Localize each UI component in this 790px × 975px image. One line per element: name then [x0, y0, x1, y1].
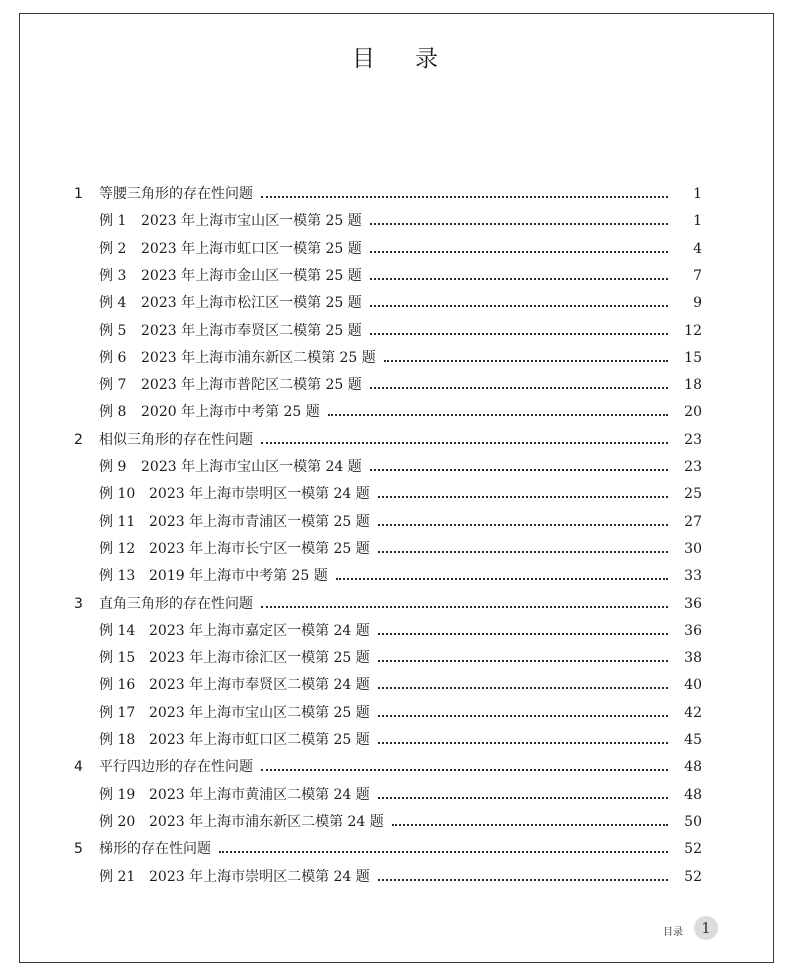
toc-entry[interactable] [99, 292, 362, 314]
example-label: 例 9 [99, 459, 127, 475]
dot-leader [378, 633, 668, 635]
dot-leader [370, 278, 668, 280]
example-title: 2023 年上海市崇明区一模第 24 题 [149, 486, 370, 503]
footer-page-number: 1 [694, 916, 718, 940]
example-page-number: 9 [693, 295, 702, 312]
example-page-number: 18 [684, 377, 702, 394]
dot-leader [384, 360, 668, 362]
example-label: 例 12 [99, 540, 136, 557]
example-title: 2023 年上海市松江区一模第 25 题 [141, 295, 362, 312]
example-page-number: 36 [684, 622, 702, 639]
example-title: 2023 年上海市宝山区一模第 24 题 [141, 459, 362, 475]
toc-entry[interactable] [99, 565, 328, 587]
example-title: 2023 年上海市虹口区一模第 25 题 [141, 240, 362, 257]
chapter-heading[interactable] [74, 429, 253, 451]
example-page-number: 27 [684, 513, 702, 530]
example-title: 2023 年上海市浦东新区二模第 24 题 [149, 813, 384, 830]
example-label: 例 4 [99, 295, 127, 312]
example-title: 2023 年上海市金山区一模第 25 题 [141, 267, 362, 284]
example-title: 2023 年上海市虹口区二模第 25 题 [149, 732, 370, 748]
example-label: 例 8 [99, 404, 127, 421]
chapter-number: 4 [74, 759, 83, 776]
example-label: 例 3 [99, 267, 127, 284]
example-page-number: 52 [684, 868, 702, 885]
dot-leader [261, 769, 668, 771]
dot-leader [370, 469, 668, 471]
chapter-heading[interactable] [74, 593, 253, 615]
example-label: 例 18 [99, 732, 136, 748]
toc-entry[interactable] [99, 347, 376, 369]
toc-entry[interactable] [99, 401, 320, 423]
example-page-number: 20 [684, 404, 702, 421]
chapter-page-number: 23 [684, 431, 702, 448]
example-label: 例 2 [99, 240, 127, 257]
example-label: 例 11 [99, 513, 136, 530]
chapter-number: 1 [74, 186, 83, 202]
example-page-number: 1 [693, 213, 702, 230]
chapter-title: 平行四边形的存在性问题 [99, 759, 253, 776]
example-page-number: 40 [684, 677, 702, 694]
example-label: 例 6 [99, 349, 127, 366]
toc-entry[interactable] [99, 674, 370, 696]
example-title: 2020 年上海市中考第 25 题 [141, 404, 320, 421]
example-title: 2023 年上海市青浦区一模第 25 题 [149, 513, 370, 530]
example-page-number: 15 [684, 349, 702, 366]
dot-leader [219, 851, 668, 853]
example-page-number: 7 [693, 267, 702, 284]
chapter-page-number: 36 [684, 595, 702, 612]
chapter-heading[interactable] [74, 838, 211, 860]
dot-leader [392, 824, 668, 826]
chapter-heading[interactable] [74, 183, 253, 205]
example-label: 例 16 [99, 677, 136, 694]
chapter-number: 2 [74, 431, 83, 448]
toc-entry[interactable] [99, 647, 370, 669]
example-page-number: 45 [684, 732, 702, 748]
dot-leader [261, 606, 668, 608]
chapter-title: 等腰三角形的存在性问题 [99, 186, 253, 202]
toc-entry[interactable] [99, 729, 370, 751]
example-page-number: 30 [684, 540, 702, 557]
toc-entry[interactable] [99, 866, 370, 888]
toc-entry[interactable] [99, 238, 362, 260]
dot-leader [370, 223, 668, 225]
chapter-title: 直角三角形的存在性问题 [99, 595, 253, 612]
example-label: 例 14 [99, 622, 136, 639]
chapter-title: 相似三角形的存在性问题 [99, 431, 253, 448]
toc-entry[interactable] [99, 511, 370, 533]
example-title: 2023 年上海市浦东新区二模第 25 题 [141, 349, 376, 366]
title-char-1: 目 [352, 46, 375, 72]
toc-entry[interactable] [99, 784, 370, 806]
toc-entry[interactable] [99, 538, 370, 560]
dot-leader [328, 414, 668, 416]
example-page-number: 25 [684, 486, 702, 503]
example-page-number: 38 [684, 650, 702, 667]
example-page-number: 33 [684, 568, 702, 585]
example-label: 例 1 [99, 213, 127, 230]
example-label: 例 17 [99, 704, 136, 721]
example-title: 2019 年上海市中考第 25 题 [149, 568, 328, 585]
example-title: 2023 年上海市奉贤区二模第 25 题 [141, 322, 362, 339]
example-title: 2023 年上海市宝山区二模第 25 题 [149, 704, 370, 721]
dot-leader [378, 687, 668, 689]
chapter-number: 3 [74, 595, 83, 612]
toc-entry[interactable] [99, 456, 362, 478]
dot-leader [370, 333, 668, 335]
page-title [0, 40, 790, 73]
title-char-2: 录 [415, 46, 438, 72]
example-page-number: 42 [684, 704, 702, 721]
dot-leader [261, 196, 668, 198]
example-page-number: 23 [684, 459, 702, 475]
example-title: 2023 年上海市宝山区一模第 25 题 [141, 213, 362, 230]
example-title: 2023 年上海市徐汇区一模第 25 题 [149, 650, 370, 667]
toc-entry[interactable] [99, 811, 384, 833]
example-title: 2023 年上海市长宁区一模第 25 题 [149, 540, 370, 557]
chapter-title: 梯形的存在性问题 [99, 841, 211, 858]
dot-leader [378, 879, 668, 881]
toc-entry[interactable] [99, 483, 370, 505]
dot-leader [378, 742, 668, 744]
dot-leader [378, 797, 668, 799]
example-title: 2023 年上海市黄浦区二模第 24 题 [149, 786, 370, 803]
example-page-number: 48 [684, 786, 702, 803]
example-label: 例 7 [99, 377, 127, 394]
dot-leader [378, 660, 668, 662]
dot-leader [261, 442, 668, 444]
example-title: 2023 年上海市嘉定区一模第 24 题 [149, 622, 370, 639]
toc-entry[interactable] [99, 374, 362, 396]
dot-leader [378, 715, 668, 717]
dot-leader [336, 578, 668, 580]
example-title: 2023 年上海市奉贤区二模第 24 题 [149, 677, 370, 694]
example-label: 例 5 [99, 322, 127, 339]
example-page-number: 12 [684, 322, 702, 339]
chapter-heading[interactable] [74, 756, 253, 778]
toc-entry[interactable] [99, 210, 362, 232]
toc-entry[interactable] [99, 702, 370, 724]
chapter-page-number: 48 [684, 759, 702, 776]
example-title: 2023 年上海市崇明区二模第 24 题 [149, 868, 370, 885]
example-label: 例 10 [99, 486, 136, 503]
chapter-page-number: 1 [693, 186, 702, 202]
toc-entry[interactable] [99, 320, 362, 342]
example-page-number: 4 [693, 240, 702, 257]
dot-leader [370, 251, 668, 253]
dot-leader [378, 524, 668, 526]
example-page-number: 50 [684, 813, 702, 830]
dot-leader [370, 387, 668, 389]
dot-leader [370, 305, 668, 307]
dot-leader [378, 496, 668, 498]
example-label: 例 13 [99, 568, 136, 585]
toc-entry[interactable] [99, 265, 362, 287]
chapter-page-number: 52 [684, 841, 702, 858]
dot-leader [378, 551, 668, 553]
chapter-number: 5 [74, 841, 83, 858]
example-label: 例 19 [99, 786, 136, 803]
example-label: 例 15 [99, 650, 136, 667]
example-label: 例 21 [99, 868, 136, 885]
toc-entry[interactable] [99, 620, 370, 642]
example-label: 例 20 [99, 813, 136, 830]
footer-label: 目录 [663, 927, 683, 938]
example-title: 2023 年上海市普陀区二模第 25 题 [141, 377, 362, 394]
